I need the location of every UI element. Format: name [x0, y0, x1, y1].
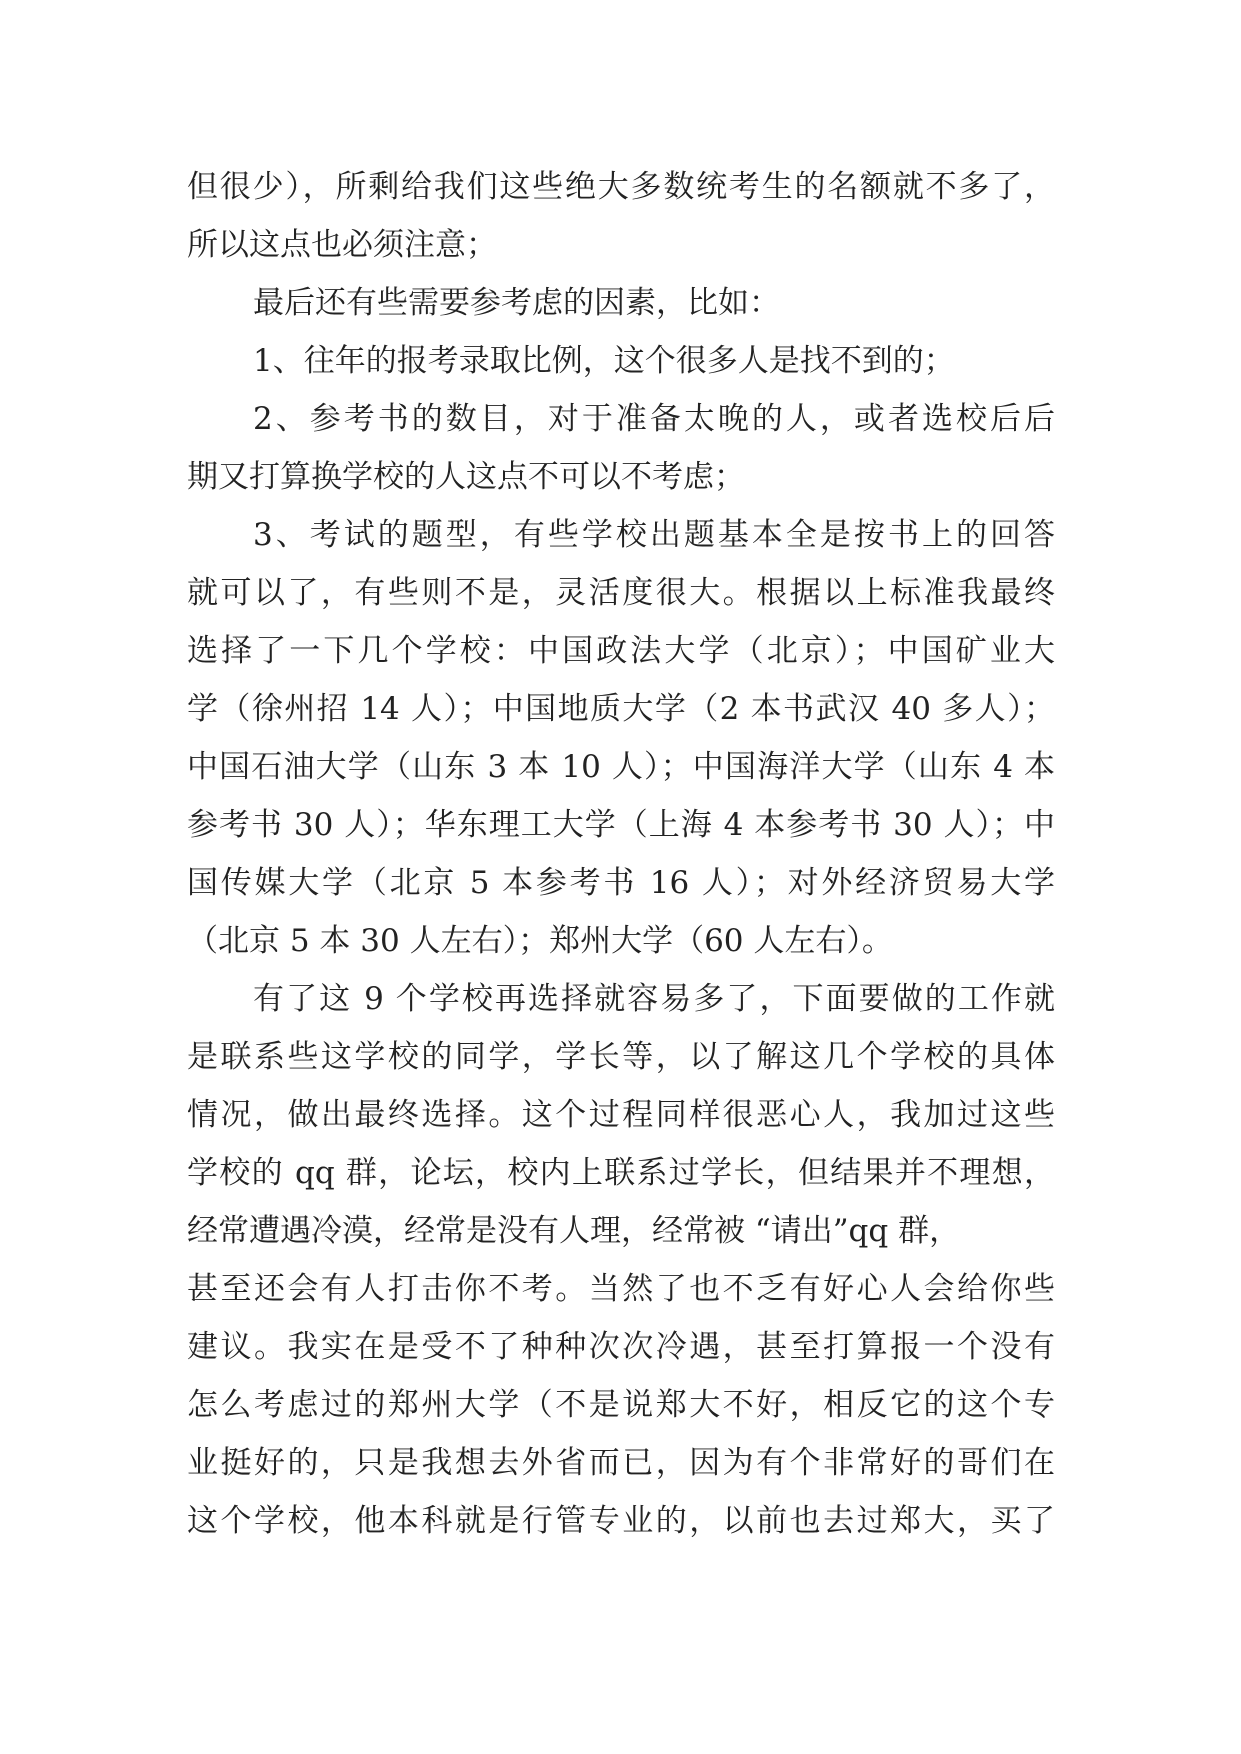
- text-line: 学校的 qq 群，论坛，校内上联系过学长，但结果并不理想，: [187, 1155, 1055, 1191]
- text-line: 建议。我实在是受不了种种次次冷遇，甚至打算报一个没有: [187, 1329, 1055, 1365]
- text-line: 甚至还会有人打击你不考。当然了也不乏有好心人会给你些: [187, 1271, 1055, 1307]
- text-line: 就可以了，有些则不是，灵活度很大。根据以上标准我最终: [187, 575, 1055, 611]
- text-line: 选择了一下几个学校：中国政法大学（北京）；中国矿业大: [187, 633, 1055, 669]
- text-line: 学（徐州招 14 人）；中国地质大学（2 本书武汉 40 多人）；: [187, 691, 1055, 727]
- text-line: 最后还有些需要参考虑的因素，比如：: [253, 285, 780, 321]
- text-line: （北京 5 本 30 人左右）；郑州大学（60 人左右）。: [187, 923, 893, 959]
- text-line: 3、考试的题型，有些学校出题基本全是按书上的回答: [253, 517, 1055, 553]
- text-line: 经常遭遇冷漠，经常是没有人理，经常被 “请出”qq 群，: [187, 1213, 961, 1249]
- text-line: 1、往年的报考录取比例，这个很多人是找不到的；: [253, 343, 955, 379]
- text-line: 中国石油大学（山东 3 本 10 人）；中国海洋大学（山东 4 本: [187, 749, 1055, 785]
- text-line: 但很少），所剩给我们这些绝大多数统考生的名额就不多了，: [187, 169, 1055, 205]
- document-body: [187, 158, 1055, 1550]
- text-line: 所以这点也必须注意；: [187, 227, 497, 263]
- text-line: 情况，做出最终选择。这个过程同样很恶心人，我加过这些: [187, 1097, 1055, 1133]
- text-line: 参考书 30 人）；华东理工大学（上海 4 本参考书 30 人）；中: [187, 807, 1055, 843]
- text-line: 2、参考书的数目，对于准备太晚的人，或者选校后后: [253, 401, 1055, 437]
- text-line: 国传媒大学（北京 5 本参考书 16 人）；对外经济贸易大学: [187, 865, 1055, 901]
- text-line: 怎么考虑过的郑州大学（不是说郑大不好，相反它的这个专: [187, 1387, 1055, 1423]
- text-line: 业挺好的，只是我想去外省而已，因为有个非常好的哥们在: [187, 1445, 1055, 1481]
- text-line: 是联系些这学校的同学，学长等，以了解这几个学校的具体: [187, 1039, 1055, 1075]
- text-line: 有了这 9 个学校再选择就容易多了，下面要做的工作就: [253, 981, 1055, 1017]
- text-line: 期又打算换学校的人这点不可以不考虑；: [187, 459, 745, 495]
- text-line: 这个学校，他本科就是行管专业的，以前也去过郑大，买了: [187, 1503, 1055, 1539]
